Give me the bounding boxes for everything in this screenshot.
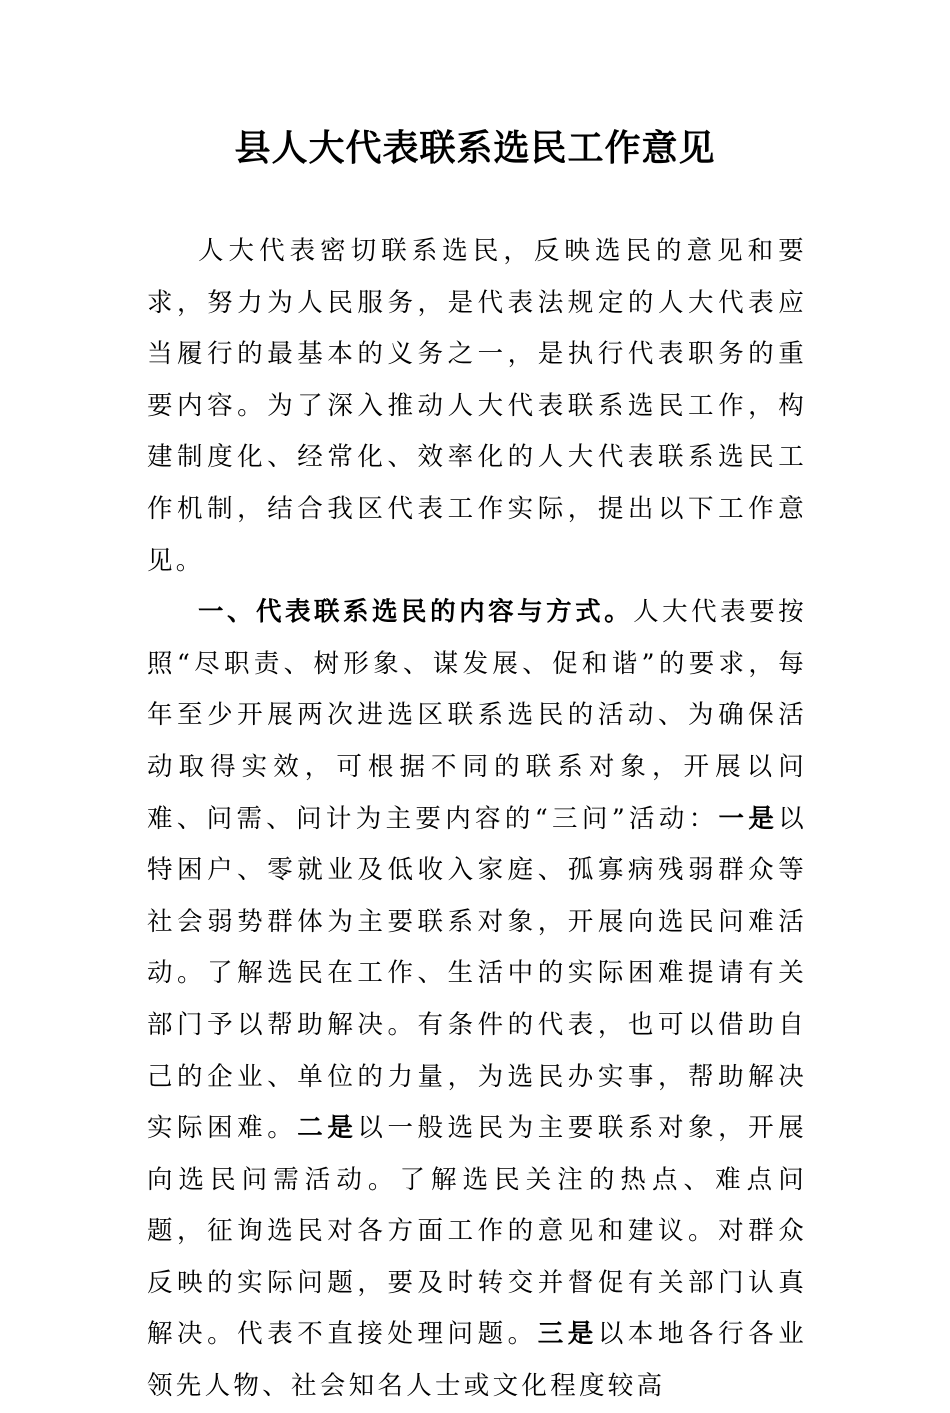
section-1-heading: 一、代表联系选民的内容与方式。 (198, 597, 634, 628)
item-1-label: 一是 (718, 803, 779, 834)
section-1-text-a: 人大代表要按照“尽职责、树形象、谋发展、促和谐”的要求，每年至少开展两次进选区联系选民的活动、为确保活动取得实效，可根据不同的联系对象，开展以问难、问需、问计为主要内容的“三问”活动： (147, 597, 807, 834)
item-2-label: 二是 (297, 1113, 358, 1144)
document-body (147, 226, 807, 1413)
item-3-label: 三是 (537, 1319, 598, 1350)
section-1-paragraph (147, 587, 807, 1413)
item-3-text: 以本地各行各业领先人物、社会知名人士或文化程度较高 (147, 1319, 807, 1402)
document-title: 县人大代表联系选民工作意见 (234, 127, 716, 169)
item-1-text: 以特困户、零就业及低收入家庭、孤寡病残弱群众等社会弱势群体为主要联系对象，开展向选民问难活动。了解选民在工作、生活中的实际困难提请有关部门予以帮助解决。有条件的代表，也可以借助自己的企业、单位的力量，为选民办实事，帮助解决实际困难。 (147, 803, 807, 1144)
intro-paragraph: 人大代表密切联系选民，反映选民的意见和要求，努力为人民服务，是代表法规定的人大代表应当履行的最基本的义务之一，是执行代表职务的重要内容。为了深入推动人大代表联系选民工作，构建制度化、经常化、效率化的人大代表联系选民工作机制，结合我区代表工作实际，提出以下工作意见。 (147, 236, 807, 576)
item-2-text: 以一般选民为主要联系对象，开展向选民问需活动。了解选民关注的热点、难点问题，征询选民对各方面工作的意见和建议。对群众反映的实际问题，要及时转交并督促有关部门认真解决。代表不直接处理问题。 (147, 1113, 807, 1350)
